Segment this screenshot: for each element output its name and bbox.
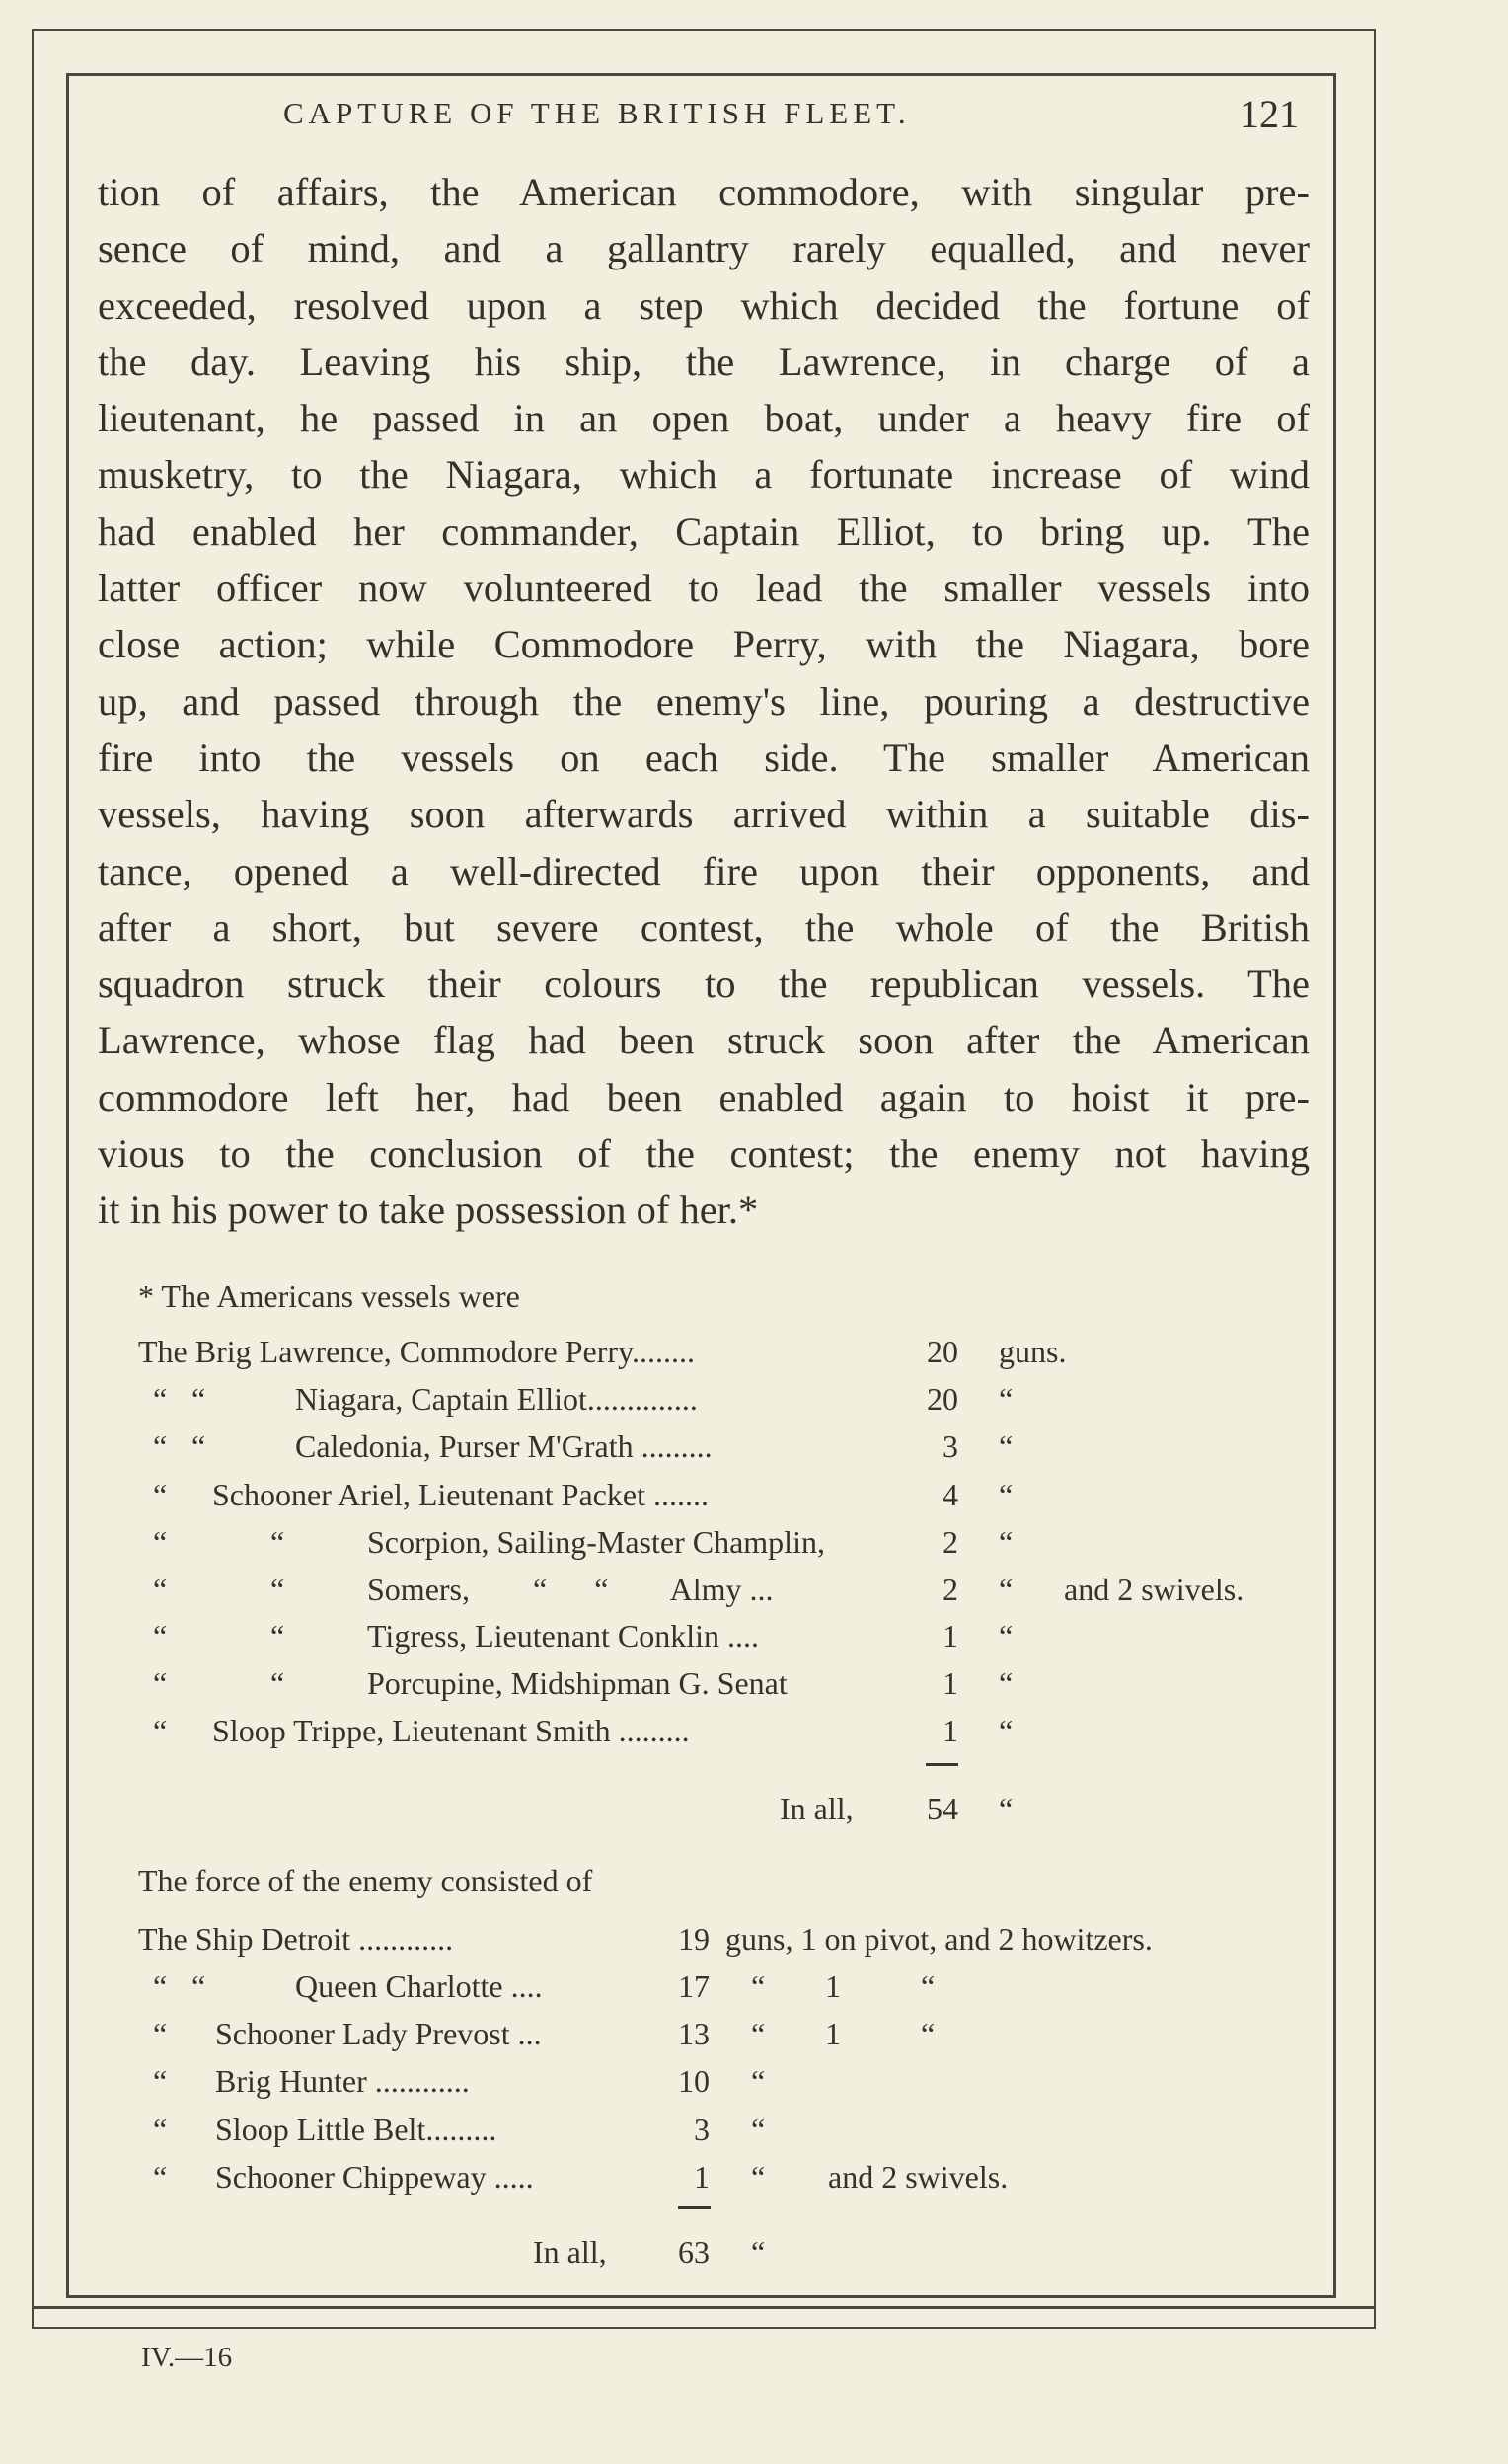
extra-note: and 2 swivels. [1064, 1572, 1244, 1607]
vessel-name: Tigress, Lieutenant Conklin .... [367, 1618, 760, 1654]
ditto-mark: “ [153, 1572, 168, 1607]
body-line: tance, opened a well-directed fire upon their opponents, and [98, 848, 1310, 893]
gun-count: 4 [942, 1477, 958, 1512]
vessel-name: Porcupine, Midshipman G. Senat [367, 1665, 788, 1701]
body-line: after a short, but severe contest, the whole of the British [98, 904, 1310, 950]
ditto-mark: “ [153, 1381, 168, 1417]
frame-top [66, 73, 1336, 76]
ditto-mark: “ [191, 1381, 206, 1417]
vessel-name: Schooner Chippeway ..... [215, 2159, 534, 2194]
body-line: fire into the vessels on each side. The smaller American [98, 734, 1310, 780]
body-line: it in his power to take possession of her.* [98, 1188, 759, 1233]
gun-count: 3 [942, 1428, 958, 1464]
extra-note: and 2 swivels. [828, 2159, 1009, 2194]
unit-label: “ [999, 1572, 1014, 1607]
unit-label: “ [999, 1477, 1014, 1512]
body-line: sence of mind, and a gallantry rarely equalled, and never [98, 226, 1310, 271]
body-line: musketry, to the Niagara, which a fortunate increase of wind [98, 452, 1310, 498]
vessel-name: The Ship Detroit ............ [138, 1921, 454, 1957]
total-label: In all, [533, 2234, 607, 2270]
gun-count: 10 [678, 2063, 710, 2099]
body-line: vessels, having soon afterwards arrived within a suitable dis- [98, 792, 1310, 837]
extra-note: 1 [825, 1968, 841, 2004]
body-text [98, 164, 1310, 1239]
vessel-name: Sloop Trippe, Lieutenant Smith ......... [212, 1713, 690, 1748]
footnote-intro: * The Americans vessels were [138, 1278, 520, 1314]
unit-label: “ [999, 1665, 1014, 1701]
ditto-mark: “ [921, 1968, 936, 2004]
body-line: vious to the conclusion of the contest; the enemy not having [98, 1131, 1310, 1177]
body-line: Lawrence, whose flag had been struck soon after the American [98, 1018, 1310, 1063]
ditto-mark: “ [153, 1713, 168, 1748]
gun-count: 1 [694, 2159, 710, 2194]
bottom-rule-2 [32, 2327, 1376, 2329]
vessel-name: Caledonia, Purser M'Grath ......... [295, 1428, 713, 1464]
enemy-intro: The force of the enemy consisted of [138, 1863, 593, 1898]
ditto-mark: “ [153, 2159, 168, 2194]
unit-label: “ [999, 1618, 1014, 1654]
gun-count: 1 [942, 1618, 958, 1654]
ditto-mark: “ [153, 2063, 168, 2099]
ditto-mark: “ [153, 1665, 168, 1701]
body-line: had enabled her commander, Captain Elliot, to bring up. The [98, 508, 1310, 554]
gun-count: 2 [942, 1572, 958, 1607]
vessel-name: Niagara, Captain Elliot.............. [295, 1381, 698, 1417]
unit-label: “ [999, 1524, 1014, 1560]
total-count: 63 [678, 2234, 710, 2270]
ditto-mark: “ [153, 1618, 168, 1654]
vessel-name: Brig Hunter ............ [215, 2063, 470, 2099]
frame-bottom [66, 2295, 1336, 2298]
body-line: exceeded, resolved upon a step which decided the fortune of [98, 282, 1310, 328]
unit-label: “ [751, 2112, 766, 2147]
unit-label: guns, 1 on pivot, and 2 howitzers. [725, 1921, 1153, 1957]
unit-label: “ [999, 1713, 1014, 1748]
vessel-name: Schooner Ariel, Lieutenant Packet ....... [212, 1477, 709, 1512]
signature-mark: IV.—16 [141, 2342, 233, 2373]
unit-label: “ [999, 1381, 1014, 1417]
gun-count: 2 [942, 1524, 958, 1560]
total-label: In all, [780, 1791, 854, 1826]
frame-right [1333, 73, 1336, 2298]
unit-label: guns. [999, 1334, 1067, 1369]
body-line: tion of affairs, the American commodore, with singular pre- [98, 170, 1310, 214]
extra-note: 1 [825, 2016, 841, 2051]
ditto-mark: “ [153, 1428, 168, 1464]
body-line: latter officer now volunteered to lead the smaller vessels into [98, 566, 1310, 611]
ditto-mark: “ [191, 1968, 206, 2004]
gun-count: 1 [942, 1665, 958, 1701]
gun-count: 3 [694, 2112, 710, 2147]
body-line: the day. Leaving his ship, the Lawrence, in charge of a [98, 339, 1310, 384]
total-count: 54 [927, 1791, 958, 1826]
sum-rule [678, 2206, 711, 2209]
ditto-mark: “ [270, 1618, 285, 1654]
body-line: squadron struck their colours to the republican vessels. The [98, 962, 1310, 1007]
vessel-name: Schooner Lady Prevost ... [215, 2016, 542, 2051]
gun-count: 1 [942, 1713, 958, 1748]
frame-left [66, 73, 69, 2298]
ditto-mark: “ [153, 1477, 168, 1512]
vessel-name: Scorpion, Sailing-Master Champlin, [367, 1524, 825, 1560]
gun-count: 19 [678, 1921, 710, 1957]
ditto-mark: “ [153, 1968, 168, 2004]
body-line: close action; while Commodore Perry, with the Niagara, bore [98, 622, 1310, 667]
ditto-mark: “ [191, 1428, 206, 1464]
left-outer-rule [32, 29, 34, 2329]
unit-label: “ [999, 1428, 1014, 1464]
unit-label: “ [751, 2234, 766, 2270]
unit-label: “ [751, 2159, 766, 2194]
vessel-name: Somers, “ “ Almy ... [367, 1572, 774, 1607]
ditto-mark: “ [270, 1572, 285, 1607]
unit-label: “ [751, 2063, 766, 2099]
unit-label: “ [999, 1791, 1014, 1826]
bottom-rule-1 [32, 2306, 1376, 2309]
body-line: commodore left her, had been enabled again to hoist it pre- [98, 1074, 1310, 1119]
vessel-name: Sloop Little Belt......... [215, 2112, 497, 2147]
gun-count: 20 [927, 1381, 958, 1417]
ditto-mark: “ [153, 2112, 168, 2147]
vessel-name: The Brig Lawrence, Commodore Perry........ [138, 1334, 695, 1369]
unit-label: “ [751, 1968, 766, 2004]
page-number: 121 [1240, 92, 1299, 136]
ditto-mark: “ [270, 1524, 285, 1560]
unit-label: “ [751, 2016, 766, 2051]
gun-count: 20 [927, 1334, 958, 1369]
gun-count: 17 [678, 1968, 710, 2004]
top-rule [32, 29, 1376, 31]
gun-count: 13 [678, 2016, 710, 2051]
right-outer-rule [1374, 29, 1376, 2329]
body-line: lieutenant, he passed in an open boat, under a heavy fire of [98, 396, 1310, 441]
body-line: up, and passed through the enemy's line, pouring a destructive [98, 678, 1310, 724]
ditto-mark: “ [270, 1665, 285, 1701]
ditto-mark: “ [153, 2016, 168, 2051]
vessel-name: Queen Charlotte .... [295, 1968, 543, 2004]
sum-rule [926, 1763, 958, 1766]
ditto-mark: “ [921, 2016, 936, 2051]
running-head: CAPTURE OF THE BRITISH FLEET. [283, 96, 911, 130]
ditto-mark: “ [153, 1524, 168, 1560]
